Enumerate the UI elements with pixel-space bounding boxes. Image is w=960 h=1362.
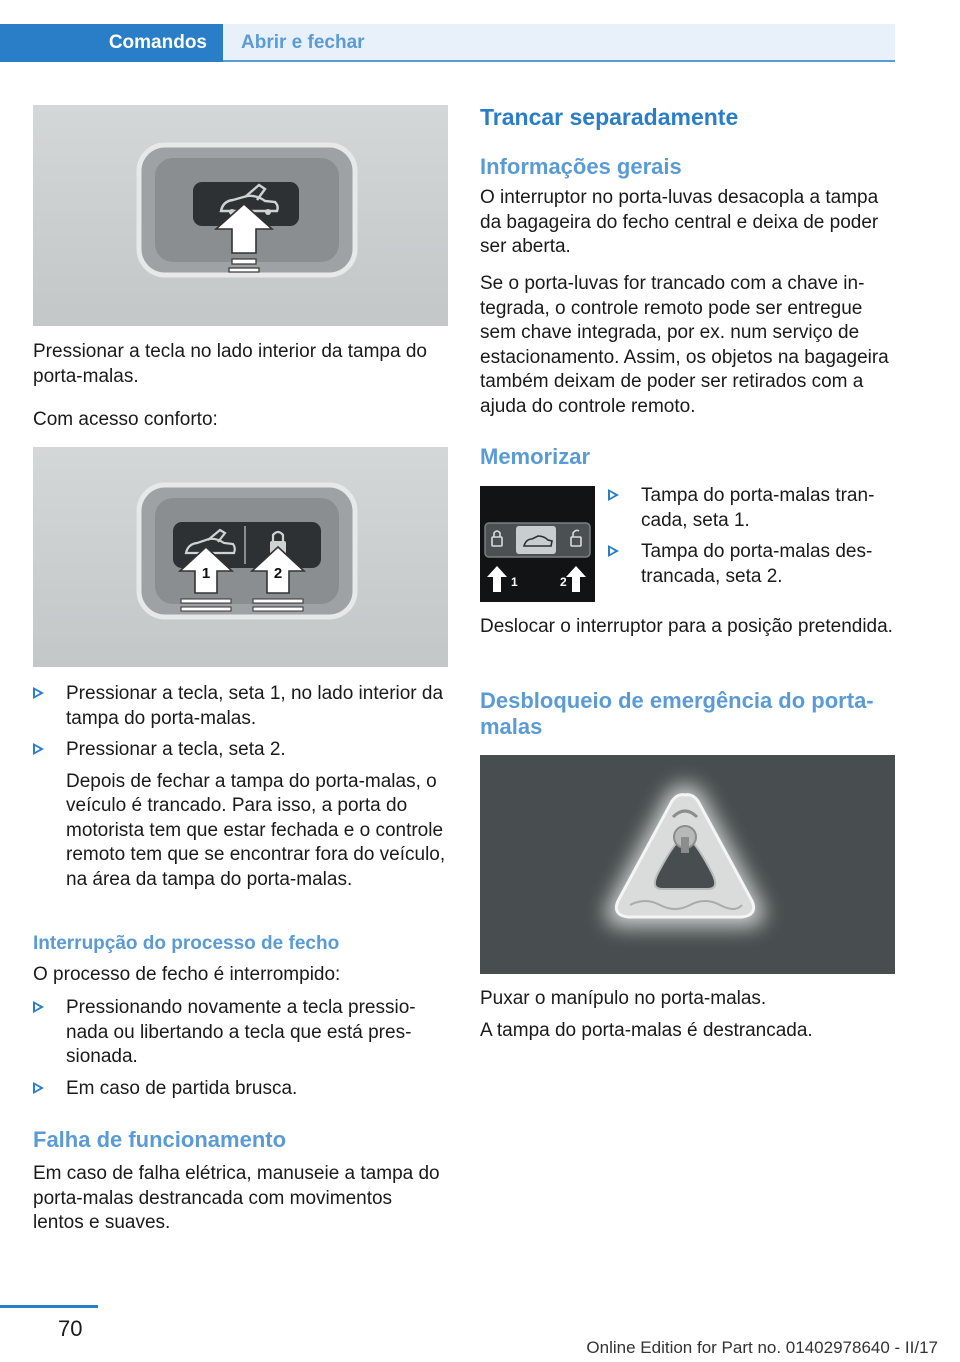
- tailgate-button-illustration: [33, 105, 448, 326]
- general-info-p2: Se o porta-luvas for trancado com a chave integrada, o controle remoto pode ser entregue sem chave integrada, por ex. num serviço de estacionamento. Assim, os objetos na bagageira também deixam de poder ser retirados com a ajuda do controle remoto.: [480, 273, 889, 417]
- arrow-2-label: 2: [273, 565, 283, 582]
- page-number-rule: [0, 1305, 98, 1308]
- list-item-detail: Depois de fechar a tampa do porta-malas, o veículo é trancado. Para isso, a porta do motorista tem que estar fechada e o controle remoto tem que se encontrar fora do veículo, na área da tampa do porta-malas.: [66, 770, 446, 890]
- glovebox-switch-figure: [480, 486, 595, 602]
- list-triangle-icon: [33, 1082, 44, 1094]
- list-triangle-icon: [608, 489, 619, 501]
- comfort-access-buttons-illustration: [33, 447, 448, 667]
- emergency-text-1: Puxar o manípulo no porta-malas.: [480, 988, 767, 1009]
- caption-tailgate-button: Pressionar a tecla no lado interior da tampa do porta-malas.: [33, 341, 427, 387]
- list-item: Pressionar a tecla, seta 1, no lado interior da tampa do porta-malas.: [33, 682, 448, 731]
- comfort-steps-list: [33, 682, 448, 892]
- tab-abrir-e-fechar[interactable]: Abrir e fechar: [223, 24, 895, 62]
- comfort-access-label: Com acesso conforto:: [33, 409, 218, 430]
- footer-edition: Online Edition for Part no. 01402978640 - II/17: [586, 1338, 938, 1357]
- emergency-handle-illustration: [480, 755, 895, 974]
- lock-separately-heading: Trancar separadamente: [480, 104, 739, 130]
- malfunction-text: Em caso de falha elétrica, manuseie a tampa do porta-malas destrancada com movimentos lentos e suaves.: [33, 1163, 440, 1233]
- interrupt-text: O processo de fecho é interrompido:: [33, 964, 341, 985]
- switch-arrow-1-label: 1: [511, 575, 518, 589]
- list-triangle-icon: [33, 1001, 44, 1013]
- malfunction-heading: Falha de funcionamento: [33, 1127, 287, 1152]
- list-triangle-icon: [608, 545, 619, 557]
- page-number: 70: [58, 1316, 83, 1341]
- list-item: Tampa do porta-malas trancada, seta 1.: [608, 484, 896, 533]
- list-item: Pressionar a tecla, seta 2. Depois de fechar a tampa do porta-malas, o veículo é trancado. Para isso, a porta do motorista tem que estar fechada e o controle remoto tem que se encontrar fora do veículo, na área da tampa do porta-malas.: [33, 738, 448, 892]
- interrupt-list: [33, 996, 448, 1101]
- tailgate-button-figure: [33, 105, 448, 326]
- glovebox-switch-illustration: [480, 486, 595, 602]
- general-info-p1: O interruptor no porta-luvas desacopla a tampa da bagageira do fecho central e deixa de poder ser aberta.: [480, 187, 879, 257]
- emergency-text-2: A tampa do porta-malas é destrancada.: [480, 1020, 813, 1041]
- switch-arrow-2-label: 2: [560, 575, 567, 589]
- interrupt-heading: Interrupção do processo de fecho: [33, 933, 340, 954]
- arrow-1-label: 1: [201, 565, 211, 582]
- emergency-release-heading: Desbloqueio de emergência do porta-malas: [480, 688, 874, 739]
- tab-comandos[interactable]: Comandos: [0, 24, 223, 62]
- header-tabbar: [0, 24, 895, 62]
- list-item: Tampa do porta-malas destrancada, seta 2.: [608, 540, 896, 589]
- emergency-handle-figure: [480, 755, 895, 974]
- list-triangle-icon: [33, 743, 44, 755]
- list-triangle-icon: [33, 687, 44, 699]
- list-item: Em caso de partida brusca.: [33, 1077, 448, 1102]
- comfort-access-buttons-figure: [33, 447, 448, 667]
- memorize-list: [608, 484, 896, 589]
- memorize-text: Deslocar o interruptor para a posição pretendida.: [480, 616, 893, 637]
- list-item: Pressionando novamente a tecla pressionada ou libertando a tecla que está pressionada.: [33, 996, 448, 1070]
- memorize-heading: Memorizar: [480, 444, 591, 469]
- general-info-heading: Informações gerais: [480, 154, 682, 179]
- header-rule: [223, 60, 895, 62]
